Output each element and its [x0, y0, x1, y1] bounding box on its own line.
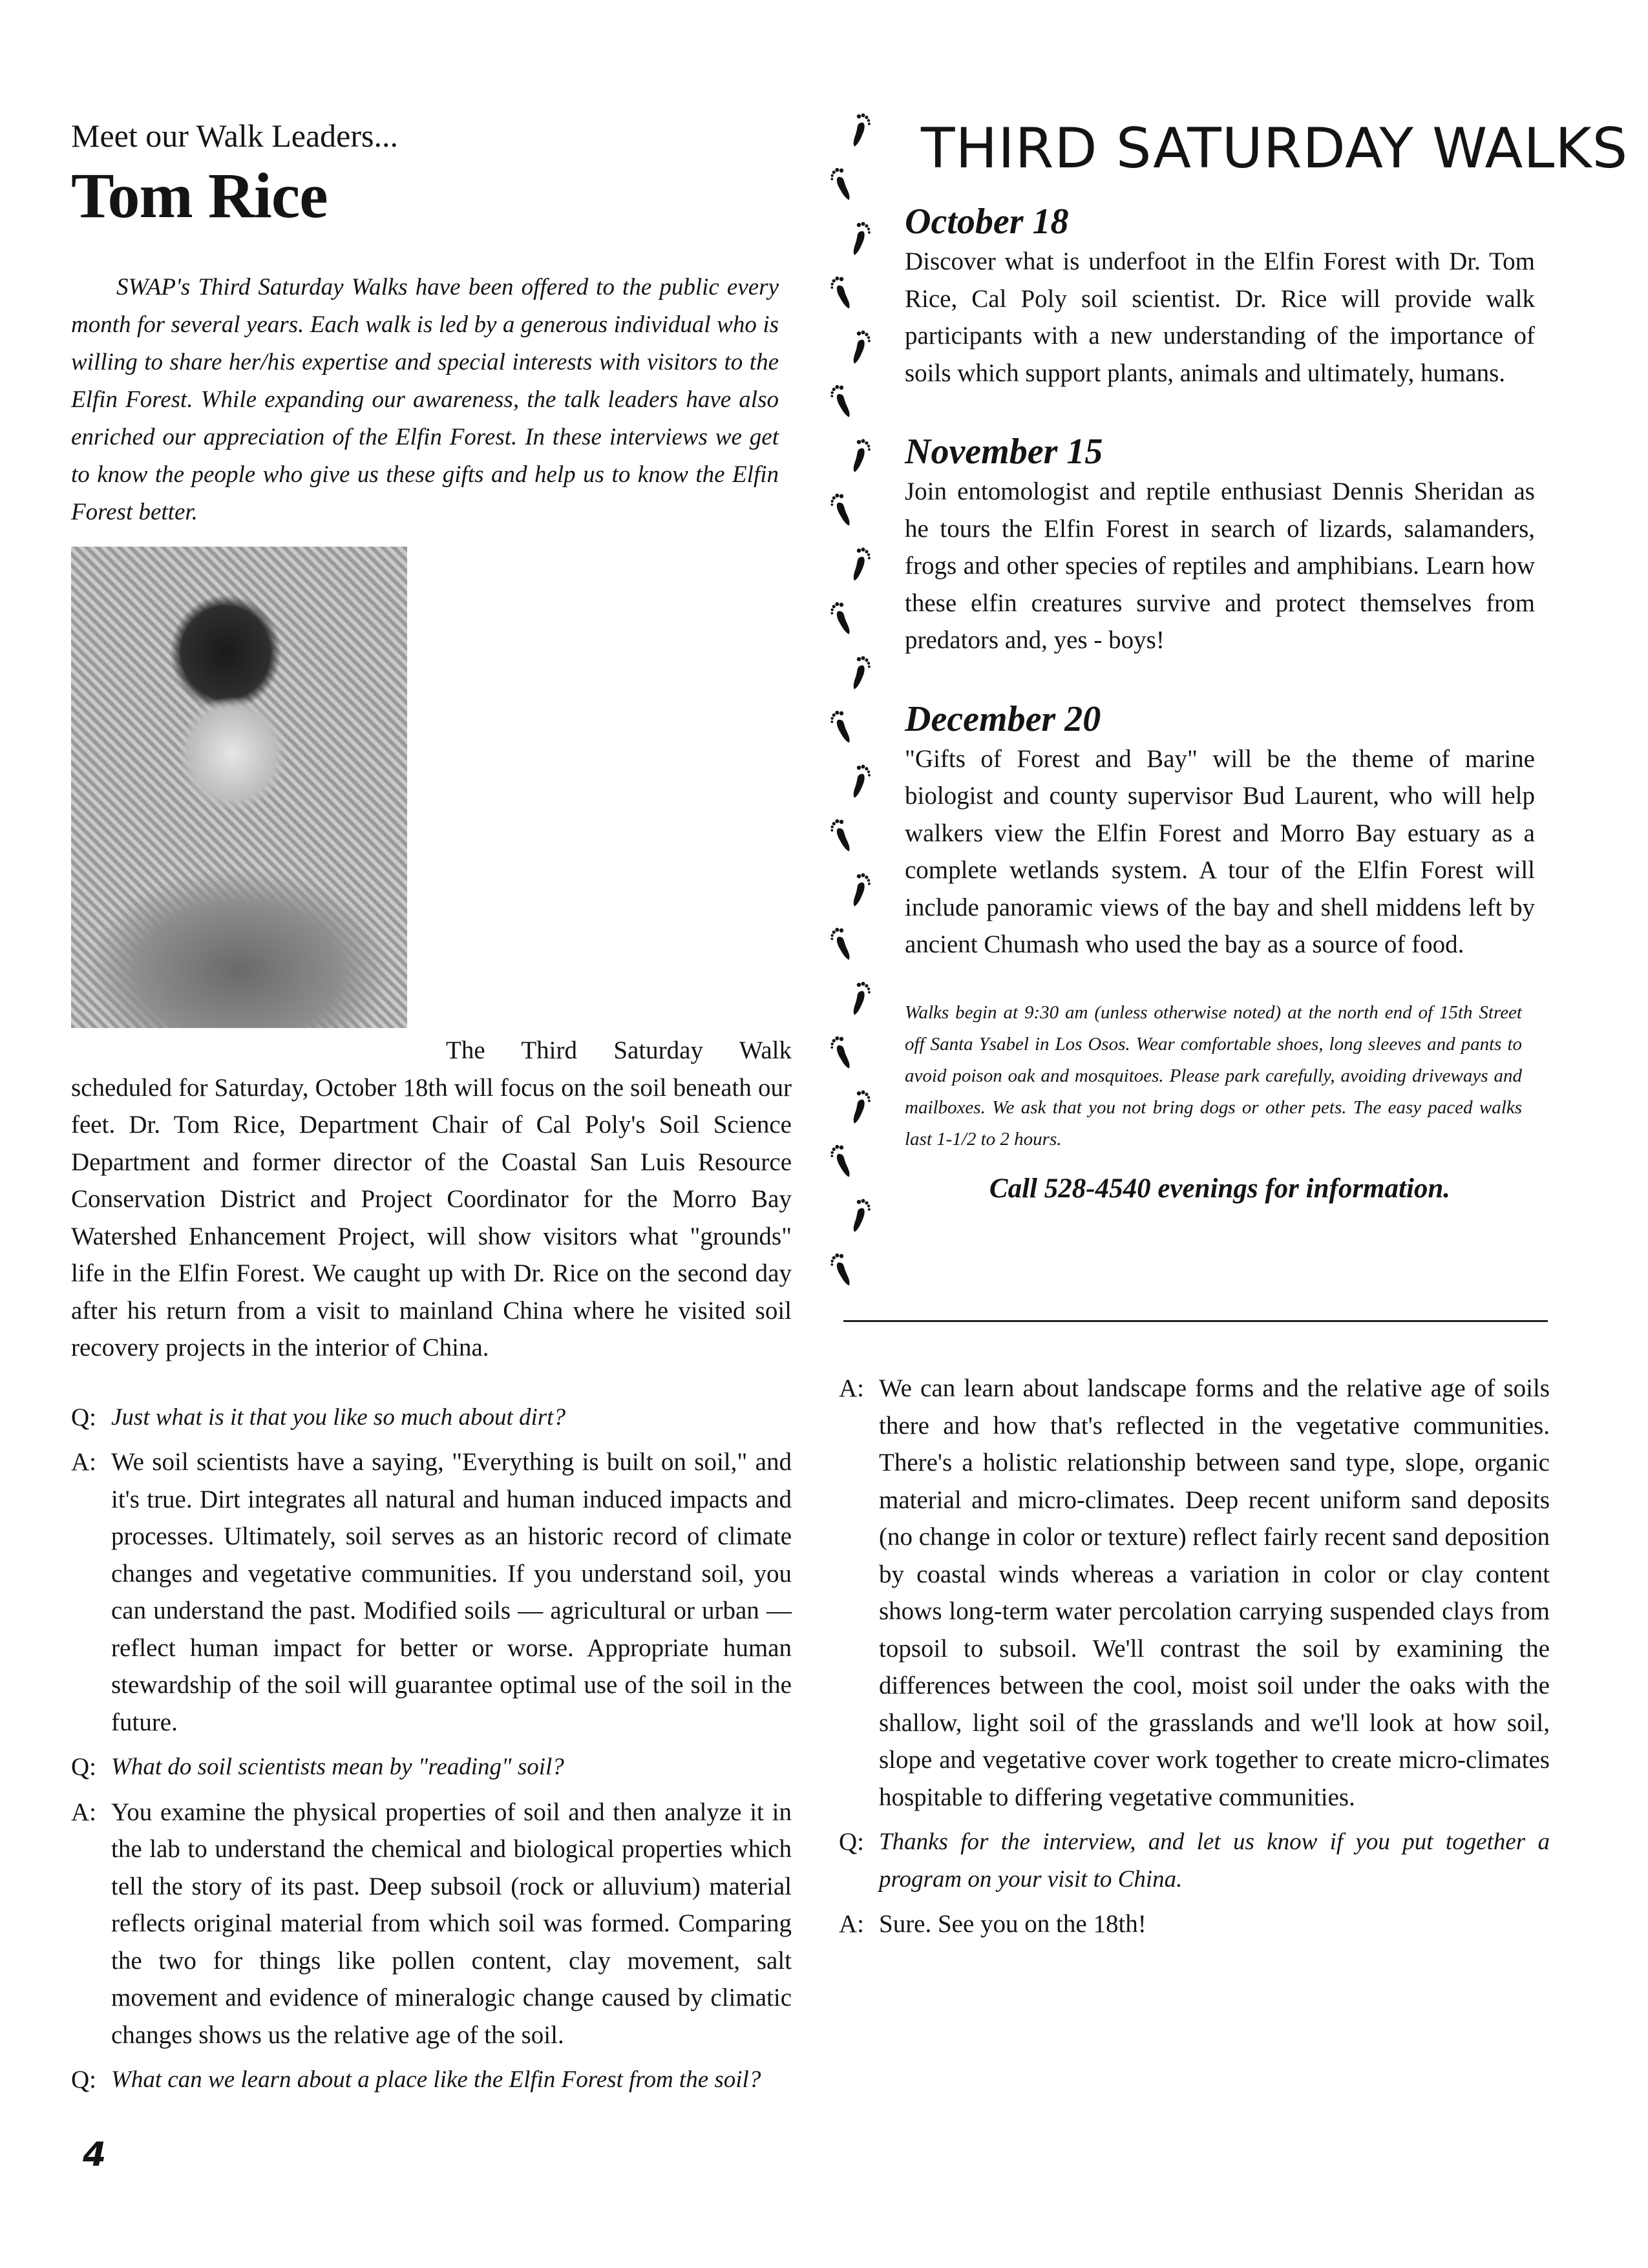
footprint-icon — [828, 709, 852, 746]
footprint-icon — [850, 1198, 872, 1235]
answer-4 — [839, 1906, 1550, 1943]
qa-text: What can we learn about a place like the Elfin Forest from the soil? — [111, 2066, 761, 2093]
footprint-icon — [850, 438, 872, 475]
footprint-icon — [828, 492, 852, 529]
footprint-icon — [828, 926, 852, 963]
left-interview — [71, 1399, 792, 2099]
qa-text: We soil scientists have a saying, "Everything is built on soil," and it's true. Dirt integrates all natural and human induced impacts and processes. Ultimately, soil serves as an historic record of climate changes and vegetative communities. If you understand soil, you can understand the past. Modified soils — agricultural or urban — reflect human impact for better or worse. Appropriate human stewardship of the soil will guarantee optimal use of the soil in the future. — [111, 1448, 792, 1736]
footprint-icon — [828, 275, 852, 312]
qa-text: You examine the physical properties of soil and then analyze it in the lab to understand the chemical and biological properties which tell the story of its past. Deep subsoil (rock or alluvium) material reflects original material from which soil was formed. Comparing the two for things like pollen content, clay movement, salt movement and evidence of mineralogic change caused by climatic changes shows us the relative age of the soil. — [111, 1798, 792, 2049]
footprint-icon — [828, 1252, 852, 1289]
footprint-icon — [828, 383, 852, 421]
question-3 — [71, 2061, 792, 2099]
footprint-icon — [850, 330, 872, 366]
footprint-icon — [850, 764, 872, 801]
footprint-icon — [828, 817, 852, 855]
leader-photo — [71, 547, 407, 1028]
article-block — [71, 538, 792, 1367]
qa-text: What do soil scientists mean by "reading" soil? — [111, 1754, 564, 1780]
footprint-icon — [828, 166, 852, 204]
qa-label: Q: — [71, 2066, 96, 2094]
qa-label: A: — [71, 1448, 96, 1476]
walk-date: October 18 — [905, 202, 1069, 242]
qa-label: A: — [839, 1374, 864, 1402]
footprint-icon — [850, 981, 872, 1018]
walks-title: THIRD SATURDAY WALKS — [921, 116, 1629, 181]
qa-label: Q: — [839, 1828, 864, 1856]
walk-description: Join entomologist and reptile enthusiast Dennis Sheridan as he tours the Elfin Forest in search of lizards, salamanders, frogs and other species of reptiles and amphibians. Learn how these elfin creatures survive and protect themselves from predators and, yes - boys! — [905, 478, 1535, 654]
left-column — [71, 116, 792, 2106]
section-kicker: Meet our Walk Leaders... — [71, 118, 398, 154]
qa-text: Thanks for the interview, and let us know if you put together a program on your visit to China. — [879, 1829, 1550, 1893]
leader-name-heading: Tom Rice — [71, 160, 328, 231]
walk-description: Discover what is underfoot in the Elfin Forest with Dr. Tom Rice, Cal Poly soil scientist. Dr. Rice will provide walk participants with a new understanding of the importance of soils which support plants, animals and ultimately, humans. — [905, 247, 1535, 387]
footprint-icon — [850, 547, 872, 583]
footprint-icon — [850, 221, 872, 258]
qa-label: Q: — [71, 1403, 96, 1431]
qa-label: Q: — [71, 1753, 96, 1781]
walk-description: "Gifts of Forest and Bay" will be the theme of marine biologist and county supervisor Bud Laurent, who will help walkers view the Elfin Forest and Morro Bay estuary as a complete wetlands system. A tour of the Elfin Forest will include panoramic views of the bay and shell middens left by ancient Chumash who used the bay as a source of food. — [905, 744, 1535, 958]
question-1 — [71, 1399, 792, 1436]
article-paragraph: The Third Saturday Walk scheduled for Saturday, October 18th will focus on the soil beneath our feet. Dr. Tom Rice, Department Chair of Cal Poly's Soil Science Department and former director of the Coastal San Luis Resource Conservation District and Project Coordinator for the Morro Bay Watershed Enhancement Project, will show visitors what "grounds" life in the Elfin Forest. We caught up with Dr. Rice on the second day after his return from a visit to mainland China where he visited soil recovery projects in the interior of China. — [71, 1036, 792, 1361]
walks-list — [905, 200, 1535, 1207]
box-bottom-rule — [843, 1320, 1548, 1322]
intro-paragraph: SWAP's Third Saturday Walks have been offered to the public every month for several years. Each walk is led by a generous individual who is willing to share her/his expertise and special interests with visitors to the Elfin Forest. While expanding our awareness, the talk leaders have also enriched our appreciation of the Elfin Forest. In these interviews we get to know the people who give us these gifts and help us to know the Elfin Forest better. — [71, 274, 779, 525]
question-2 — [71, 1748, 792, 1786]
footprint-icon — [828, 600, 852, 638]
footprint-icon — [850, 655, 872, 692]
footprint-icon — [828, 1034, 852, 1072]
qa-label: A: — [839, 1910, 864, 1938]
qa-text: Sure. See you on the 18th! — [879, 1910, 1146, 1938]
qa-label: A: — [71, 1798, 96, 1826]
footprint-icon — [850, 872, 872, 909]
page-number: 4 — [83, 2136, 107, 2174]
answer-3 — [839, 1370, 1550, 1816]
footprint-icon — [850, 1089, 872, 1126]
answer-1 — [71, 1444, 792, 1741]
walk-october — [905, 200, 1535, 392]
question-4 — [839, 1823, 1550, 1898]
walk-november — [905, 430, 1535, 659]
info-phone-line: Call 528-4540 evenings for information. — [989, 1173, 1451, 1204]
footprint-icon — [850, 112, 872, 149]
walk-notes: Walks begin at 9:30 am (unless otherwise noted) at the north end of 15th Street off Santa Ysabel in Los Osos. Wear comfortable shoes, long sleeves and pants to avoid poison oak and mosquitoes. Please park carefully, avoiding driveways and mailboxes. We ask that you not bring dogs or other pets. The easy paced walks last 1-1/2 to 2 hours. — [905, 1002, 1522, 1150]
walk-date: November 15 — [905, 432, 1103, 472]
answer-2 — [71, 1794, 792, 2054]
walk-date: December 20 — [905, 698, 1101, 739]
walk-december — [905, 698, 1535, 963]
right-interview — [839, 1370, 1550, 1951]
qa-text: We can learn about landscape forms and the relative age of soils there and how that's reflected in the vegetative communities. There's a holistic relationship between sand type, slope, organic material and micro-climates. Deep recent uniform sand deposits (no change in color or texture) reflect fairly recent sand deposition by coastal winds whereas a variation in color or clay content shows long-term water percolation carrying suspended clays from topsoil to subsoil. We'll contrast the soil by examining the differences between the cool, moist soil under the oaks with the shallow, light soil of the grasslands and we'll look at how soil, slope and vegetative cover work together to create micro-climates hospitable to differing vegetative communities. — [879, 1374, 1550, 1811]
footprint-icon — [828, 1143, 852, 1181]
footprint-border — [814, 103, 892, 1325]
qa-text: Just what is it that you like so much about dirt? — [111, 1403, 565, 1431]
